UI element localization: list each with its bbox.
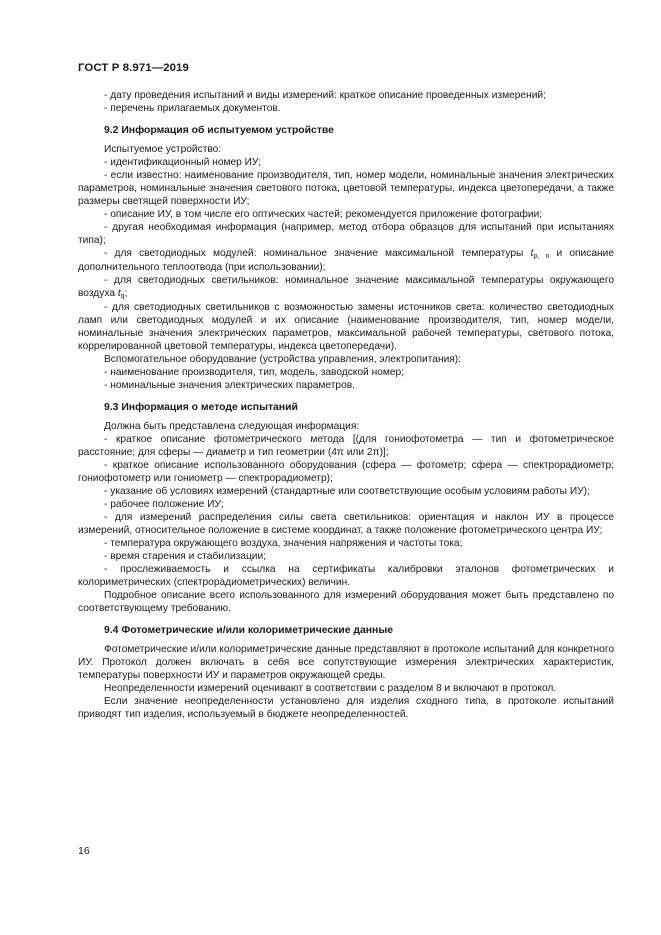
text: - для светодиодных модулей: номинальное значение максимальной температуры: [104, 248, 524, 259]
text: и описание дополнительного теплоотвода (при использовании);: [78, 248, 614, 273]
paragraph: - номинальные значения электрических параметров.: [104, 380, 355, 391]
subscript: p, n: [533, 253, 550, 260]
paragraph-led-luminaire: [78, 274, 614, 301]
paragraph: - указание об условиях измерений (стандартные или соответствующие особым условиям работы ИУ);: [104, 486, 590, 497]
paragraph: - краткое описание фотометрического метода [(для гониофотометра — тип и фотометрическое расстояние; для сферы — диаметр и тип геометрии (4π или 2π)];: [78, 434, 614, 458]
paragraph: Если значение неопределенности установлено для изделия сходного типа, в протоколе испытаний приводят тип изделия, используемый в бюджете неопределенностей.: [78, 696, 614, 720]
paragraph: - перечень прилагаемых документов.: [104, 103, 281, 114]
paragraph: Подробное описание всего использованного для измерений оборудования может быть представлено по соответствующему требованию.: [78, 590, 614, 614]
document-body: [78, 89, 614, 721]
page-number: 16: [78, 845, 90, 857]
paragraph-led-module: [78, 247, 614, 274]
paragraph: Испытуемое устройство:: [104, 144, 222, 155]
section-heading-9-2: 9.2 Информация об испытуемом устройстве: [104, 125, 334, 136]
paragraph: Фотометрические и/или колориметрические данные представляют в протоколе испытаний для конкретного ИУ. Протокол должен включать в себя все сопутствующие измерения электрических характеристик, температуры поверхности ИУ и параметров окружающей среды.: [78, 644, 614, 681]
paragraph: - идентификационный номер ИУ;: [104, 157, 262, 168]
paragraph: - температура окружающего воздуха, значения напряжения и частоты тока;: [104, 538, 463, 549]
symbol: t: [530, 248, 534, 259]
paragraph: - для светодиодных светильников с возможностью замены источников света: количество светодиодных ламп или светодиодных модулей и их описание (наименование производителя, тип, номер модели, номинальные значения электрических параметров, максимальной рабочей температуры, светового потока, коррелированной цветовой температуры, индекса цветопередачи).: [78, 302, 614, 352]
paragraph: - другая необходимая информация (например, метод отбора образцов для испытаний при испытаниях типа);: [78, 222, 614, 246]
paragraph: - если известно: наименование производителя, тип, номер модели, номинальные значения электрических параметров, номинальные значения светового потока, цветовой температуры, индекса цветопередачи, а также размеры светящей поверхности ИУ;: [78, 170, 614, 207]
paragraph: - прослеживаемость и ссылка на сертификаты калибровки эталонов фотометрических и колориметрических (спектрорадиометрических) величин.: [78, 564, 614, 588]
paragraph: Должна быть представлена следующая информация:: [104, 421, 360, 432]
document-header: ГОСТ Р 8.971—2019: [78, 62, 189, 74]
paragraph: Неопределенности измерений оценивают в соответствии с разделом 8 и включают в протокол.: [104, 683, 557, 694]
paragraph: Вспомогательное оборудование (устройства управления, электропитания):: [104, 354, 462, 365]
paragraph: - краткое описание использованного оборудования (сфера — фотометр; сфера — спектрорадиометр; гониофотометр или гониометр — спектрорадиометр);: [78, 460, 614, 484]
paragraph: - описание ИУ, в том числе его оптических частей; рекомендуется приложение фотографии;: [104, 209, 543, 220]
paragraph: - для измерений распределения силы света светильников: ориентация и наклон ИУ в процессе измерений, относительное положение в системе координат, а также положение фотометрического центра ИУ;: [78, 512, 614, 536]
paragraph: - рабочее положение ИУ;: [104, 499, 224, 510]
text: ;: [124, 288, 128, 299]
symbol: t: [117, 288, 121, 299]
paragraph: - дату проведения испытаний и виды измерений: краткое описание проведенных измерений;: [104, 90, 546, 101]
section-heading-9-4: 9.4 Фотометрические и/или колориметрические данные: [104, 625, 393, 636]
subscript: q: [120, 293, 125, 300]
paragraph: - наименование производителя, тип, модель, заводской номер;: [104, 367, 405, 378]
text: - для светодиодных светильников: номинальное значение максимальной температуры окружающего воздуха: [78, 275, 614, 299]
section-heading-9-3: 9.3 Информация о методе испытаний: [104, 402, 298, 413]
paragraph: - время старения и стабилизации;: [104, 551, 266, 562]
